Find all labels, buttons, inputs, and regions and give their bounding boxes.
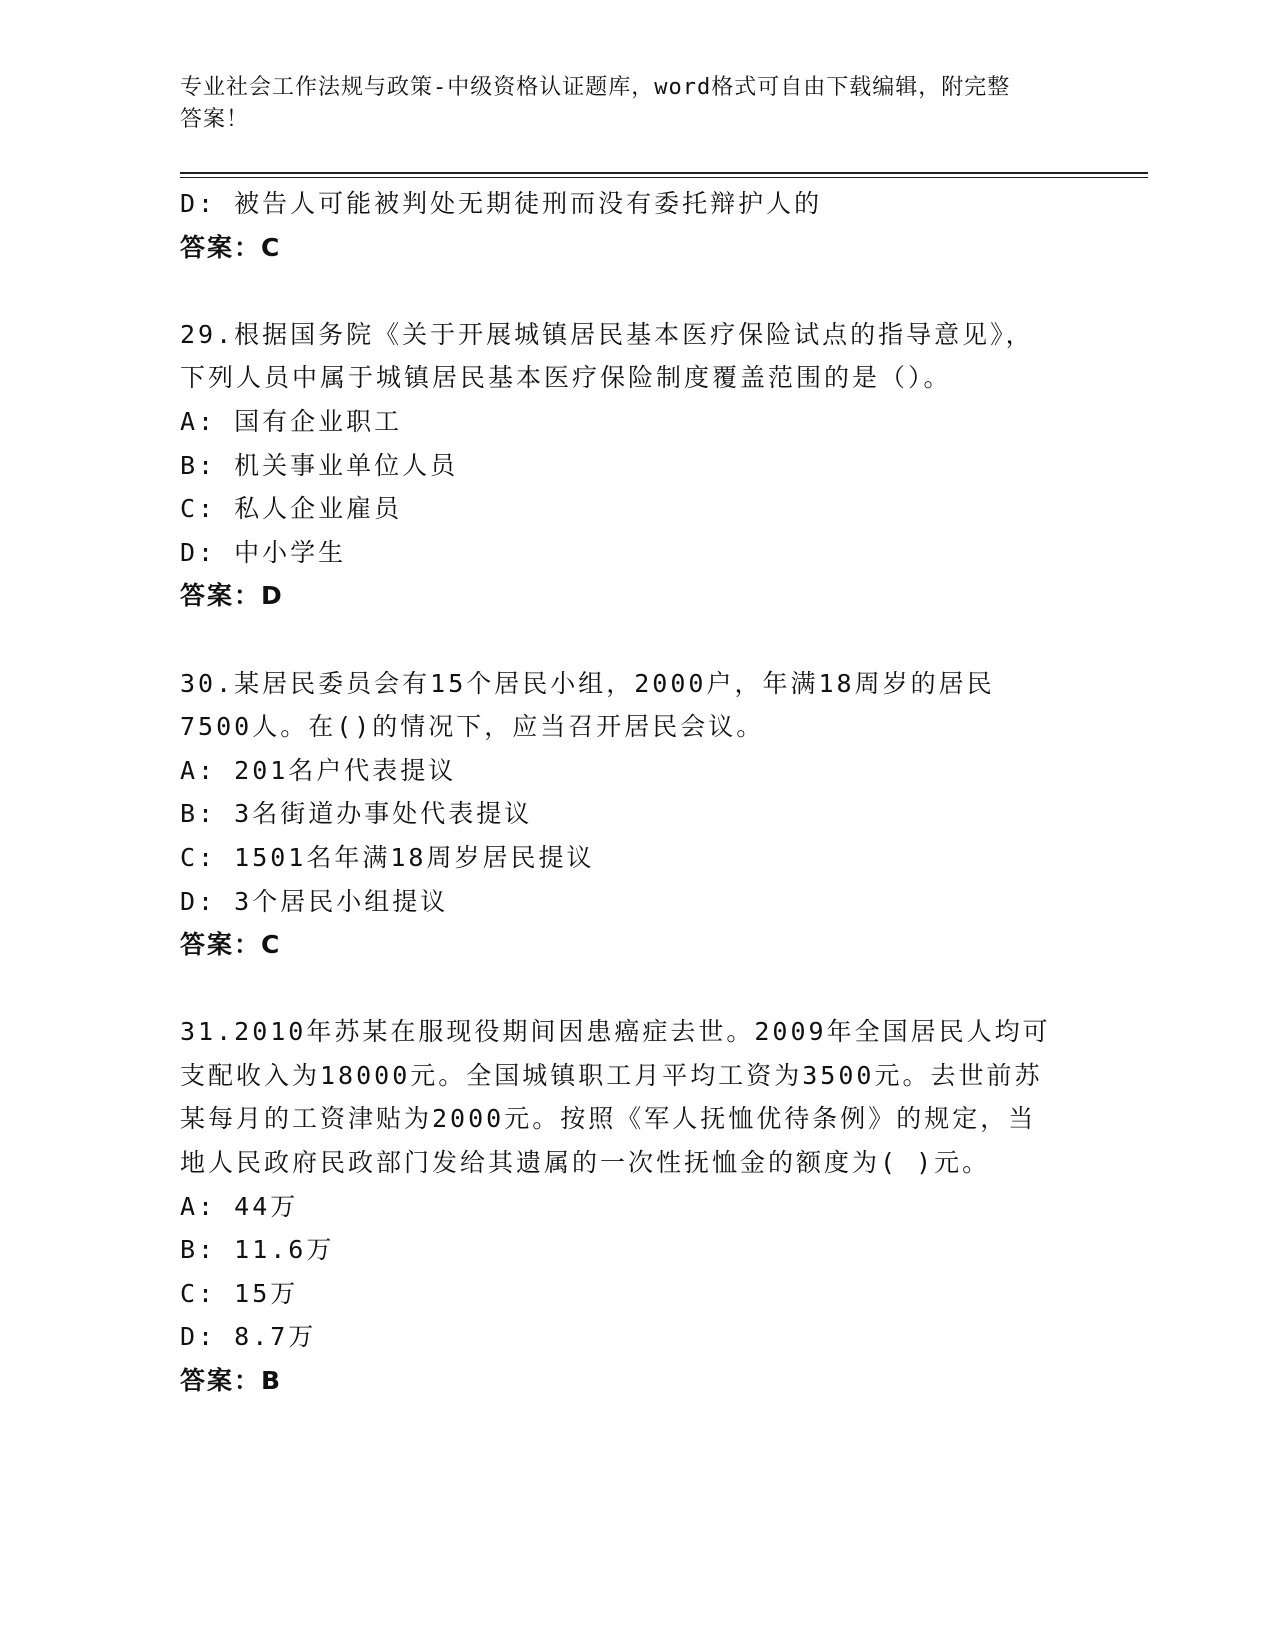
question-text-line: 7500人。在()的情况下，应当召开居民会议。 [180, 712, 765, 742]
question-text-line: 30.某居民委员会有15个居民小组，2000户，年满18周岁的居民 [180, 668, 995, 698]
option-c: C: 1501名年满18周岁居民提议 [180, 842, 595, 872]
spacer [180, 967, 1080, 1011]
option-c: C: 15万 [180, 1278, 299, 1308]
question-29 [180, 313, 1080, 618]
question-28 [180, 182, 1080, 269]
option-b: B: 3名街道办事处代表提议 [180, 799, 533, 829]
spacer [180, 269, 1080, 313]
question-text-line: 支配收入为18000元。全国城镇职工月平均工资为3500元。去世前苏 [180, 1060, 1043, 1090]
answer: 答案：D [180, 581, 284, 611]
spacer [180, 618, 1080, 662]
question-text-line: 地人民政府民政部门发给其遗属的一次性抚恤金的额度为( )元。 [180, 1148, 991, 1178]
question-text-line: 下列人员中属于城镇居民基本医疗保险制度覆盖范围的是（）。 [180, 363, 952, 393]
question-list [180, 182, 1080, 1403]
option-c: C: 私人企业雇员 [180, 494, 403, 524]
answer: 答案：C [180, 232, 282, 262]
option-d: D: 8.7万 [180, 1322, 317, 1352]
question-text-line: 某每月的工资津贴为2000元。按照《军人抚恤优待条例》的规定，当 [180, 1104, 1037, 1134]
question-31 [180, 1010, 1080, 1402]
answer: 答案：B [180, 1366, 283, 1396]
header-divider-thick [180, 172, 1148, 174]
option-d: D: 被告人可能被判处无期徒刑而没有委托辩护人的 [180, 189, 823, 218]
option-b: B: 11.6万 [180, 1235, 335, 1265]
answer: 答案：C [180, 930, 282, 960]
header-title-line-2: 答案！ [180, 107, 250, 132]
header-title-line-1: 专业社会工作法规与政策-中级资格认证题库，word格式可自由下载编辑，附完整 [180, 75, 1011, 100]
option-d: D: 3个居民小组提议 [180, 886, 449, 916]
option-a: A: 44万 [180, 1191, 299, 1221]
option-a: A: 国有企业职工 [180, 406, 403, 436]
header-divider-thin [180, 177, 1148, 178]
page-header [180, 72, 1040, 136]
question-30 [180, 662, 1080, 967]
option-d: D: 中小学生 [180, 537, 347, 567]
option-a: A: 201名户代表提议 [180, 755, 457, 785]
question-text-line: 31.2010年苏某在服现役期间因患癌症去世。2009年全国居民人均可 [180, 1017, 1051, 1047]
question-text-line: 29.根据国务院《关于开展城镇居民基本医疗保险试点的指导意见》， [180, 319, 1034, 349]
option-b: B: 机关事业单位人员 [180, 450, 459, 480]
document-page [180, 0, 1160, 1650]
